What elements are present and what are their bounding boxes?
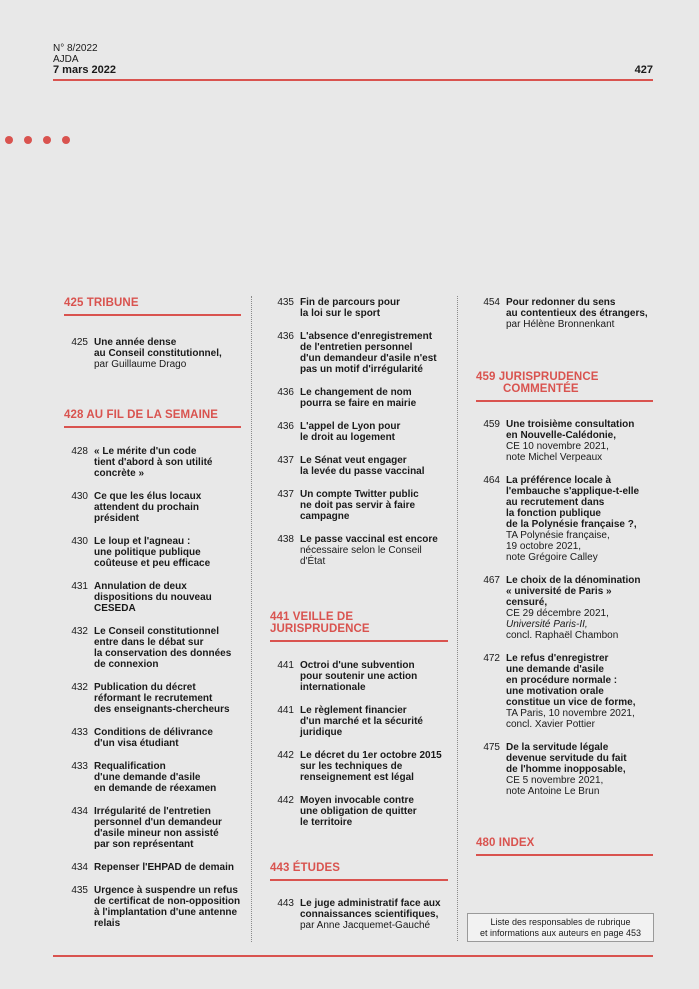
entry-title-line: coûteuse et peu efficace	[94, 558, 211, 569]
entry-title-line: de certificat de non-opposition	[94, 896, 241, 907]
entry-title-line: l'embauche s'applique-t-elle	[506, 486, 640, 497]
toc-entry[interactable]	[64, 761, 241, 794]
entry-author: TA Paris, 10 novembre 2021,	[506, 708, 635, 719]
entry-title-line: Conditions de délivrance	[94, 727, 213, 738]
entry-title-line: devenue servitude du fait	[506, 753, 627, 764]
dot-icon	[62, 136, 70, 144]
entry-title-line: Le passe vaccinal est encore	[300, 534, 438, 545]
entry-page: 442	[277, 795, 294, 806]
entry-page: 432	[71, 682, 88, 693]
entry-title-line: Moyen invocable contre	[300, 795, 414, 806]
entry-title-line: d'un marché et la sécurité	[300, 716, 423, 727]
entry-title-line: de connexion	[94, 659, 159, 670]
section-rule	[476, 854, 653, 856]
entry-title-line: Irrégularité de l'entretien	[94, 806, 211, 817]
entry-title-line: réformant le recrutement	[94, 693, 213, 704]
entry-author: par Guillaume Drago	[94, 359, 187, 370]
dot-icon	[5, 136, 13, 144]
note-line: Liste des responsables de rubrique	[490, 916, 631, 927]
entry-title-line: tient d'abord à son utilité	[94, 457, 213, 468]
entry-title-line: au Conseil constitutionnel,	[94, 348, 222, 359]
entry-title-line: La préférence locale à	[506, 475, 612, 486]
entry-title-line: pourra se faire en mairie	[300, 398, 417, 409]
column-divider	[457, 296, 458, 941]
entry-title-line: de la Polynésie française ?,	[506, 519, 637, 530]
toc-entry[interactable]	[270, 489, 448, 522]
toc-entry[interactable]	[270, 387, 448, 409]
toc-entry[interactable]	[476, 653, 653, 730]
entry-title-line: Urgence à suspendre un refus	[94, 885, 238, 896]
entry-author: concl. Raphaël Chambon	[506, 630, 619, 641]
entry-title-line: Le loup et l'agneau :	[94, 536, 191, 547]
entry-title-line: connaissances scientifiques,	[300, 909, 439, 920]
section-rule	[270, 879, 448, 881]
note-line: et informations aux auteurs en page 453	[479, 927, 642, 938]
entry-title-line: Un compte Twitter public	[300, 489, 419, 500]
entry-author: note Michel Verpeaux	[506, 452, 603, 463]
entry-title-line: une demande d'asile	[506, 664, 604, 675]
section-rule	[270, 640, 448, 642]
toc-entry[interactable]	[476, 475, 653, 563]
toc-entry[interactable]	[64, 626, 241, 670]
dot-icon	[43, 136, 51, 144]
entry-title-line: Repenser l'EHPAD de demain	[94, 862, 235, 873]
entry-title-line: la levée du passe vaccinal	[300, 466, 425, 477]
entry-title-line: censuré,	[506, 597, 548, 608]
entry-page: 441	[277, 705, 294, 716]
entry-title-line: Octroi d'une subvention	[300, 660, 415, 671]
section-heading: 425 TRIBUNE	[64, 297, 139, 309]
entry-title-line: constitue un vice de forme,	[506, 697, 636, 708]
toc-entry[interactable]	[270, 898, 448, 931]
journal-name: AJDA	[53, 54, 79, 65]
section-heading: 441 VEILLE DE JURISPRUDENCE	[270, 611, 370, 635]
footer-rule	[53, 955, 653, 957]
section-heading: 443 ÉTUDES	[270, 862, 341, 874]
toc-entry[interactable]	[270, 795, 448, 828]
entry-title-line: en demande de réexamen	[94, 783, 217, 794]
issue-number: N° 8/2022	[53, 43, 98, 54]
entry-author: TA Polynésie française,	[506, 530, 610, 541]
entry-title-line: une politique publique	[94, 547, 201, 558]
entry-title-line: d'un visa étudiant	[94, 738, 179, 749]
entry-title-line: Le décret du 1er octobre 2015	[300, 750, 442, 761]
entry-page: 436	[277, 421, 294, 432]
toc-entry[interactable]	[64, 536, 241, 569]
entry-author: concl. Xavier Pottier	[506, 719, 595, 730]
toc-entry[interactable]	[476, 419, 653, 463]
entry-title-line: De la servitude légale	[506, 742, 609, 753]
decorative-dots	[5, 136, 70, 144]
entry-page: 432	[71, 626, 88, 637]
page-number: 427	[634, 64, 653, 76]
entry-author: CE 10 novembre 2021,	[506, 441, 609, 452]
section-rule	[476, 400, 653, 402]
toc-entry[interactable]	[270, 660, 448, 693]
toc-entry[interactable]	[64, 885, 241, 929]
toc-column-2	[270, 297, 448, 931]
entry-author: 19 octobre 2021,	[506, 541, 582, 552]
entry-page: 433	[71, 761, 88, 772]
entry-page: 436	[277, 331, 294, 342]
entry-title-line: le territoire	[300, 817, 353, 828]
entry-title-line: en procédure normale :	[506, 675, 618, 686]
entry-author: note Antoine Le Brun	[506, 786, 600, 797]
entry-title-line: des enseignants-chercheurs	[94, 704, 230, 715]
entry-author: Université Paris-II,	[506, 619, 588, 630]
section-veille	[270, 611, 448, 642]
entry-title-line: par son représentant	[94, 839, 194, 850]
toc-entry[interactable]	[476, 742, 653, 797]
issue-date: 7 mars 2022	[53, 64, 116, 76]
entry-author: CE 5 novembre 2021,	[506, 775, 604, 786]
entry-title-line: Le changement de nom	[300, 387, 412, 398]
toc-column-1	[64, 297, 241, 929]
entry-title-line: Une troisième consultation	[506, 419, 635, 430]
entry-page: 431	[71, 581, 88, 592]
entry-page: 435	[277, 297, 294, 308]
entry-title-line: d'État	[300, 556, 326, 567]
entry-title-line: Le règlement financier	[300, 705, 407, 716]
entry-title-line: Pour redonner du sens	[506, 297, 616, 308]
entry-page: 430	[71, 536, 88, 547]
entry-author: par Hélène Bronnenkant	[506, 319, 615, 330]
dot-icon	[24, 136, 32, 144]
toc-entry[interactable]	[64, 682, 241, 715]
entry-page: 442	[277, 750, 294, 761]
entry-page: 425	[71, 337, 88, 348]
toc-entry[interactable]	[64, 446, 241, 479]
entry-title-line: Le Conseil constitutionnel	[94, 626, 220, 637]
entry-page: 436	[277, 387, 294, 398]
entry-page: 459	[483, 419, 500, 430]
entry-title-line: une motivation orale	[506, 686, 604, 697]
section-heading: 459 JURISPRUDENCE	[476, 371, 599, 383]
entry-title-line: campagne	[300, 511, 350, 522]
entry-title-line: Requalification	[94, 761, 166, 772]
entry-author: par Anne Jacquemet-Gauché	[300, 920, 431, 931]
toc-entry[interactable]	[270, 297, 448, 319]
entry-title-line: « Le mérite d'un code	[94, 446, 197, 457]
entry-page: 434	[71, 806, 88, 817]
section-heading-line2: COMMENTÉE	[503, 383, 579, 395]
entry-title-line: Une année dense	[94, 337, 177, 348]
entry-title-line: Le juge administratif face aux	[300, 898, 441, 909]
contributors-note	[467, 913, 654, 942]
entry-page: 441	[277, 660, 294, 671]
entry-title-line: la fonction publique	[506, 508, 601, 519]
entry-title-line: « université de Paris »	[506, 586, 612, 597]
entry-title-line: la loi sur le sport	[300, 308, 381, 319]
entry-page: 437	[277, 455, 294, 466]
entry-title-line: relais	[94, 918, 121, 929]
entry-page: 438	[277, 534, 294, 545]
toc-entry[interactable]	[270, 421, 448, 443]
entry-title-line: en Nouvelle-Calédonie,	[506, 430, 617, 441]
entry-page: 454	[483, 297, 500, 308]
toc-entry[interactable]	[64, 862, 241, 873]
entry-title-line: personnel d'un demandeur	[94, 817, 222, 828]
toc-entry[interactable]	[476, 575, 653, 641]
toc-entry[interactable]	[270, 455, 448, 477]
entry-page: 430	[71, 491, 88, 502]
entry-title-line: de l'entretien personnel	[300, 342, 413, 353]
entry-title-line: la conservation des données	[94, 648, 232, 659]
entry-title-line: une obligation de quitter	[300, 806, 417, 817]
entry-title-line: renseignement est légal	[300, 772, 414, 783]
toc-column-3	[476, 297, 653, 856]
entry-title-line: pas un motif d'irrégularité	[300, 364, 423, 375]
entry-title-line: Ce que les élus locaux	[94, 491, 202, 502]
toc-entry[interactable]	[64, 491, 241, 524]
toc-entry[interactable]	[64, 337, 241, 370]
entry-title-line: le droit au logement	[300, 432, 396, 443]
entry-title-line: à l'implantation d'une antenne	[94, 907, 238, 918]
entry-title-line: internationale	[300, 682, 366, 693]
section-index	[476, 837, 653, 856]
toc-entry[interactable]	[270, 331, 448, 375]
entry-title-line: président	[94, 513, 140, 524]
entry-title-line: pour soutenir une action	[300, 671, 418, 682]
entry-title-line: CESEDA	[94, 603, 136, 614]
toc-entry[interactable]	[476, 297, 653, 330]
column-divider	[251, 296, 252, 942]
section-etudes	[270, 862, 448, 881]
entry-title-line: Annulation de deux	[94, 581, 187, 592]
toc-entry[interactable]	[270, 750, 448, 783]
entry-title-line: Fin de parcours pour	[300, 297, 401, 308]
toc-entry[interactable]	[64, 806, 241, 850]
entry-page: 435	[71, 885, 88, 896]
section-rule	[64, 426, 241, 428]
toc-entry[interactable]	[270, 534, 448, 567]
section-heading: 428 AU FIL DE LA SEMAINE	[64, 409, 219, 421]
section-tribune	[64, 297, 241, 316]
entry-page: 437	[277, 489, 294, 500]
toc-entry[interactable]	[64, 727, 241, 749]
entry-title-line: L'absence d'enregistrement	[300, 331, 433, 342]
entry-title-line: Le Sénat veut engager	[300, 455, 407, 466]
entry-author: CE 29 décembre 2021,	[506, 608, 609, 619]
toc-entry[interactable]	[64, 581, 241, 614]
entry-title-line: sur les techniques de	[300, 761, 403, 772]
section-au-fil	[64, 409, 241, 428]
entry-page: 428	[71, 446, 88, 457]
entry-title-line: Publication du décret	[94, 682, 196, 693]
entry-author: note Grégoire Calley	[506, 552, 598, 563]
entry-title-line: Le choix de la dénomination	[506, 575, 641, 586]
entry-page: 472	[483, 653, 500, 664]
section-rule	[64, 314, 241, 316]
entry-title-line: entre dans le débat sur	[94, 637, 204, 648]
entry-title-line: Le refus d'enregistrer	[506, 653, 609, 664]
entry-title-line: d'asile mineur non assisté	[94, 828, 219, 839]
entry-page: 433	[71, 727, 88, 738]
entry-title-line: juridique	[300, 727, 343, 738]
entry-title-line: L'appel de Lyon pour	[300, 421, 401, 432]
entry-title-line: de l'homme inopposable,	[506, 764, 626, 775]
entry-page: 443	[277, 898, 294, 909]
entry-title-line: nécessaire selon le Conseil	[300, 545, 422, 556]
section-heading: 480 INDEX	[476, 837, 535, 849]
entry-title-line: ne doit pas servir à faire	[300, 500, 416, 511]
issue-header	[53, 43, 116, 76]
entry-page: 464	[483, 475, 500, 486]
entry-page: 475	[483, 742, 500, 753]
header-rule	[53, 79, 653, 81]
toc-entry[interactable]	[270, 705, 448, 738]
entry-title-line: d'un demandeur d'asile n'est	[300, 353, 437, 364]
entry-title-line: d'une demande d'asile	[94, 772, 201, 783]
entry-title-line: dispositions du nouveau	[94, 592, 212, 603]
entry-title-line: au recrutement dans	[506, 497, 605, 508]
entry-page: 467	[483, 575, 500, 586]
entry-title-line: au contentieux des étrangers,	[506, 308, 648, 319]
section-jurisprudence	[476, 371, 653, 402]
entry-page: 434	[71, 862, 88, 873]
entry-title-line: attendent du prochain	[94, 502, 199, 513]
entry-title-line: concrète »	[94, 468, 145, 479]
